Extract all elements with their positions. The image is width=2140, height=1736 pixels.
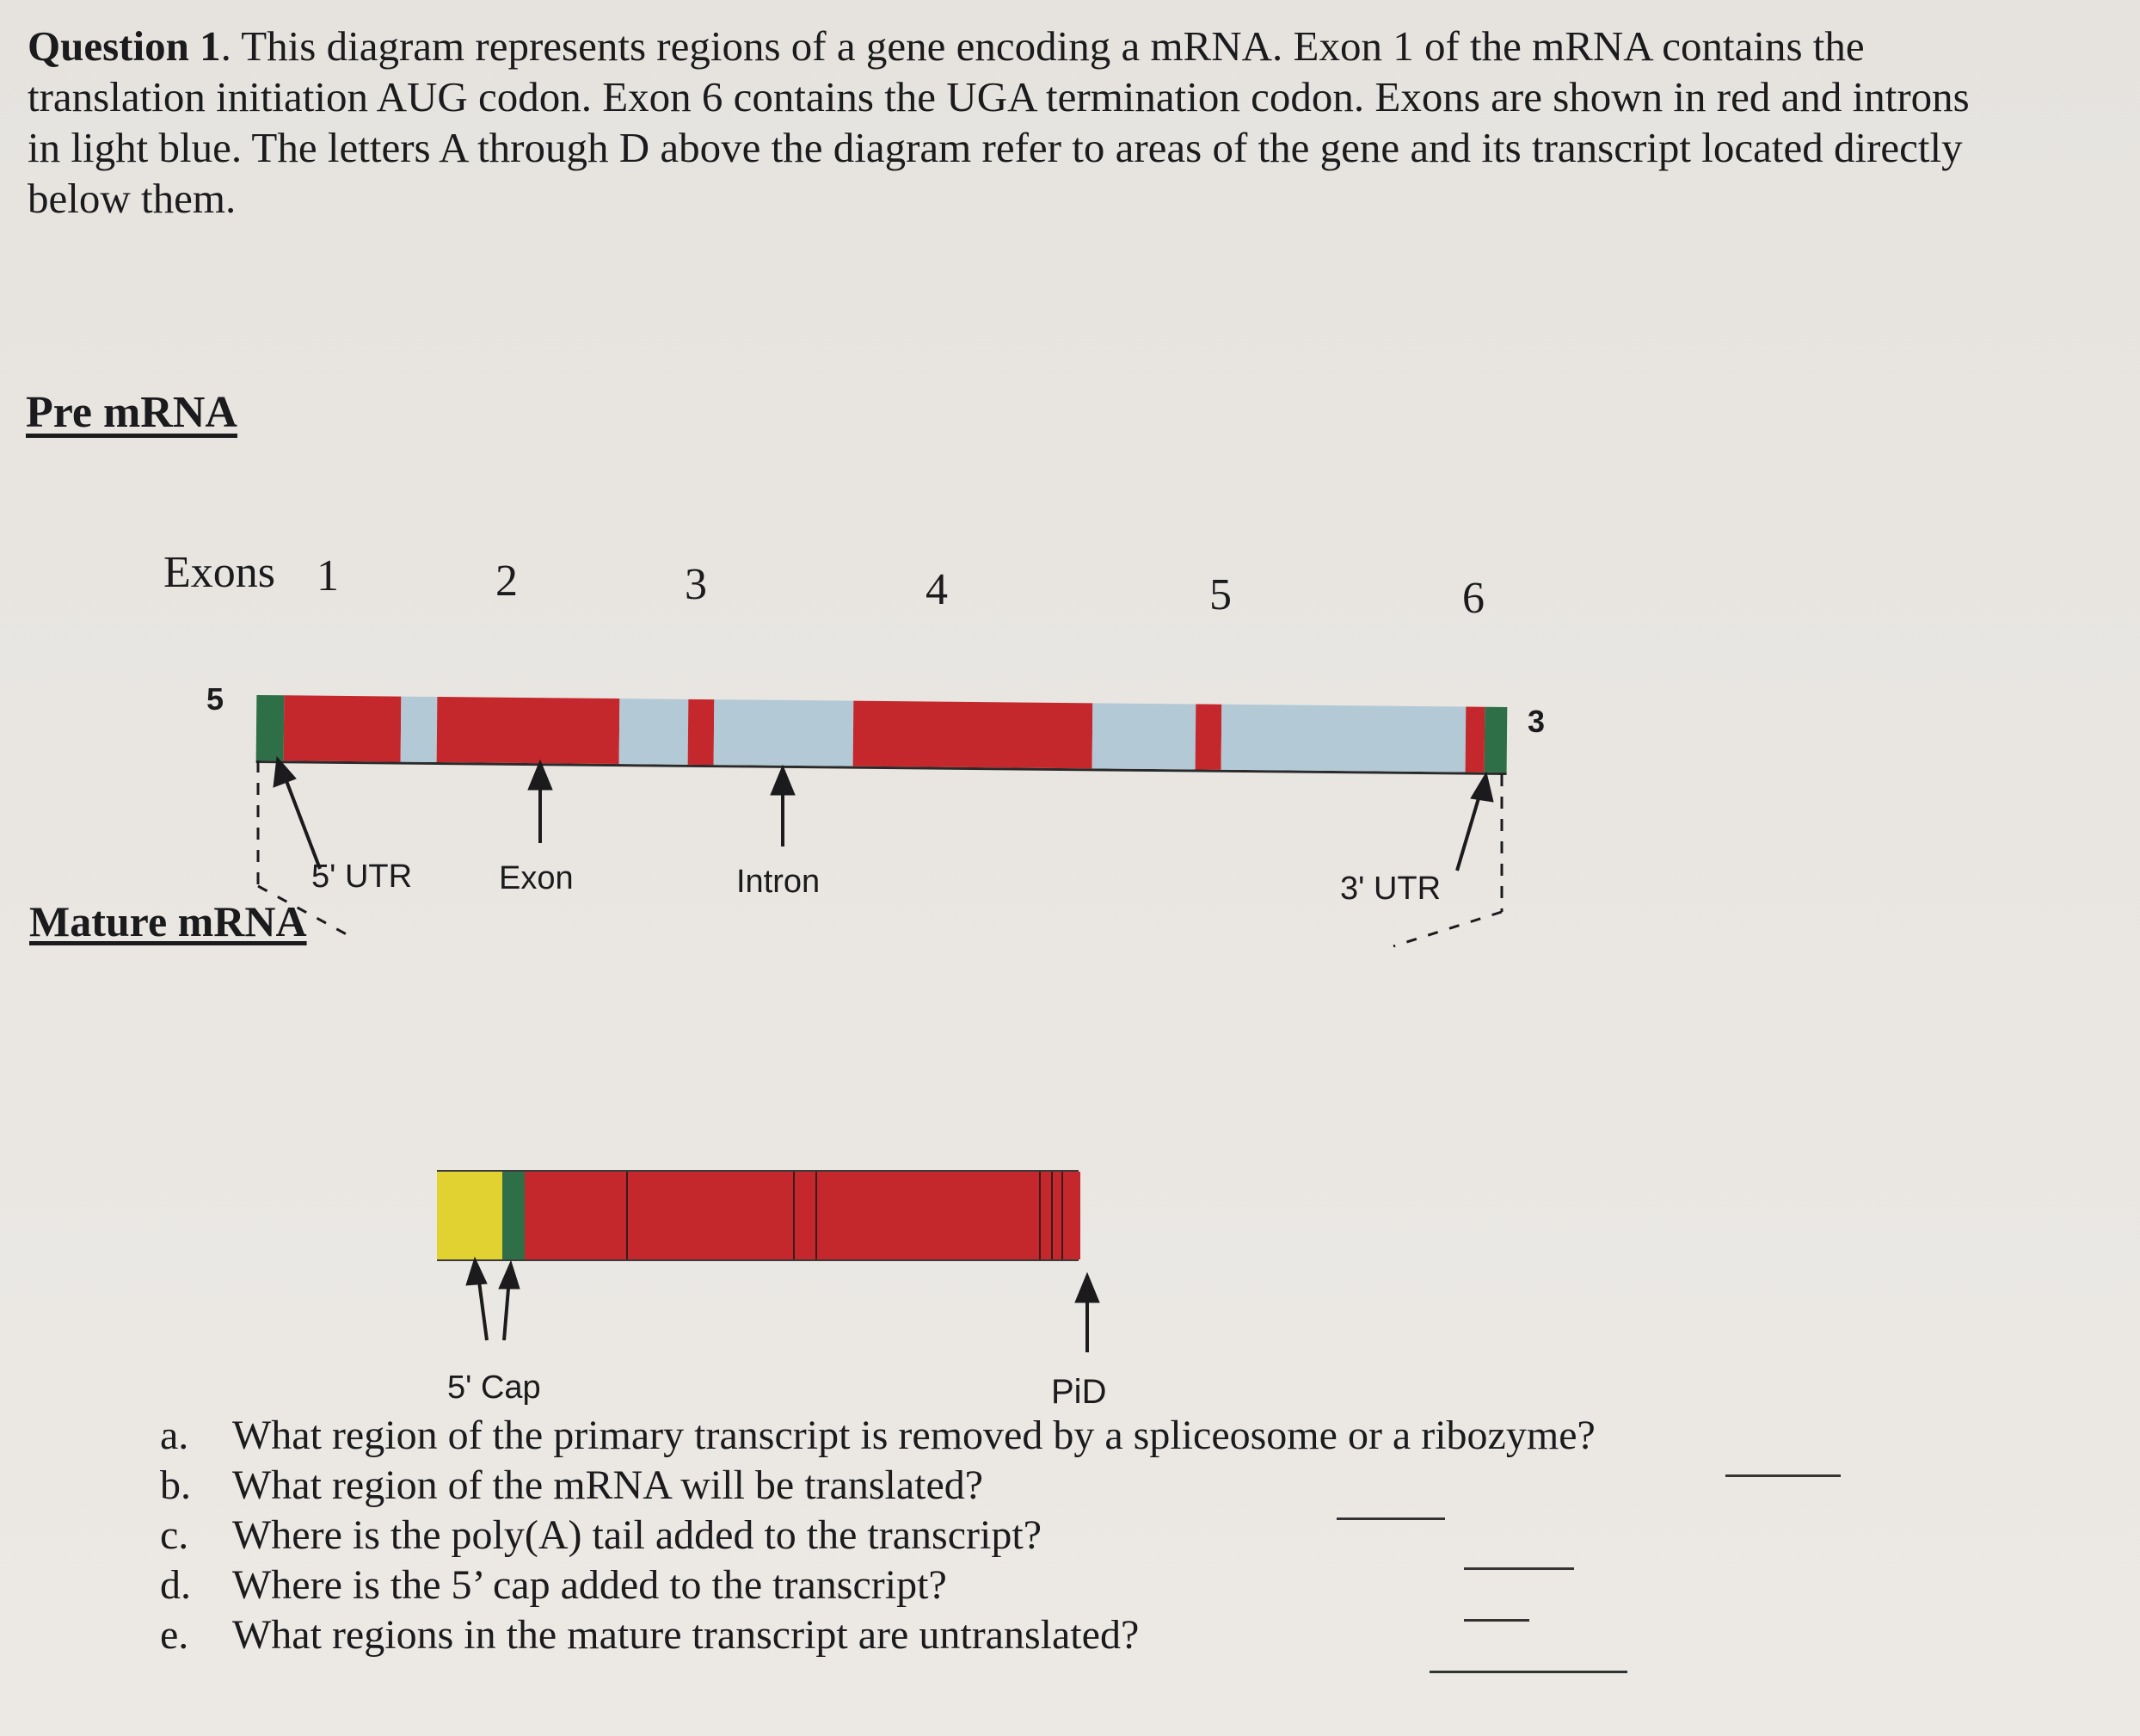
cap-arrow-1-shaft [478,1275,487,1340]
exon-number-5: 5 [1209,570,1232,619]
exons-label: Exons [163,548,275,597]
question-c-text: Where is the poly(A) tail added to the transcript? [232,1512,1042,1558]
question-label: Question 1 [28,22,221,70]
question-d-letter: d. [160,1562,191,1608]
poly-label: PiD [1051,1373,1107,1411]
answer-blank-c[interactable] [1464,1567,1574,1570]
question-b-text: What region of the mRNA will be translated? [232,1462,984,1508]
five-prime-label: 5 [206,681,224,717]
exon-number-3: 3 [685,560,707,609]
utr5-label: 5' UTR [311,859,413,895]
question-b [160,1461,1596,1511]
question-d [160,1561,1596,1610]
intron-arrow-head [771,766,795,795]
question-a [160,1411,1596,1461]
mature-mrna-annotations [0,1204,2140,1376]
question-b-letter: b. [160,1462,191,1508]
question-e-text: What regions in the mature transcript are untranslated? [232,1612,1140,1658]
poly-arrow-head [1075,1273,1099,1302]
cap-label: 5' Cap [447,1370,541,1406]
question-body: . This diagram represents regions of a gene encoding a mRNA. Exon 1 of the mRNA contains the translation initiation AUG codon. Exon 6 contains the UGA termination codon. Exons are shown in red and introns in light blue. The letters A through D above the diagram refer to areas of the gene and its transcript located directly below them. [28,22,1970,222]
utr3-label: 3' UTR [1340,871,1442,907]
exon-number-1: 1 [317,551,339,600]
utr3-arrow-shaft [1457,790,1481,871]
utr5-arrow-shaft [284,774,320,869]
utr5-arrow-head [274,757,296,787]
question-a-text: What region of the primary transcript is removed by a spliceosome or a ribozyme? [232,1413,1596,1458]
cap-arrow-1-head [466,1258,487,1285]
right-dashed-diagonal [1393,912,1502,946]
question-a-letter: a. [160,1413,189,1458]
exon-arrow-head [528,760,552,790]
question-d-text: Where is the 5’ cap added to the transcript? [232,1562,947,1608]
exon-number-4: 4 [925,565,948,614]
exon-label: Exon [499,860,574,896]
three-prime-label: 3 [1528,704,1546,739]
exon-number-6: 6 [1462,574,1485,623]
sub-questions [160,1411,1596,1660]
pre-mrna-heading: Pre mRNA [26,388,237,437]
answer-blank-a[interactable] [1725,1474,1841,1477]
mature-mrna-heading: Mature mRNA [29,897,307,945]
question-e-letter: e. [160,1612,189,1658]
intron-label: Intron [736,864,821,900]
answer-blank-b[interactable] [1337,1517,1445,1520]
cap-arrow-2-head [499,1261,520,1289]
utr3-arrow-head [1471,773,1493,802]
answer-blank-d[interactable] [1464,1619,1529,1622]
answer-blank-e[interactable] [1430,1671,1627,1673]
exon-number-2: 2 [495,557,518,606]
question-e [160,1610,1596,1660]
question-c-letter: c. [160,1512,189,1558]
